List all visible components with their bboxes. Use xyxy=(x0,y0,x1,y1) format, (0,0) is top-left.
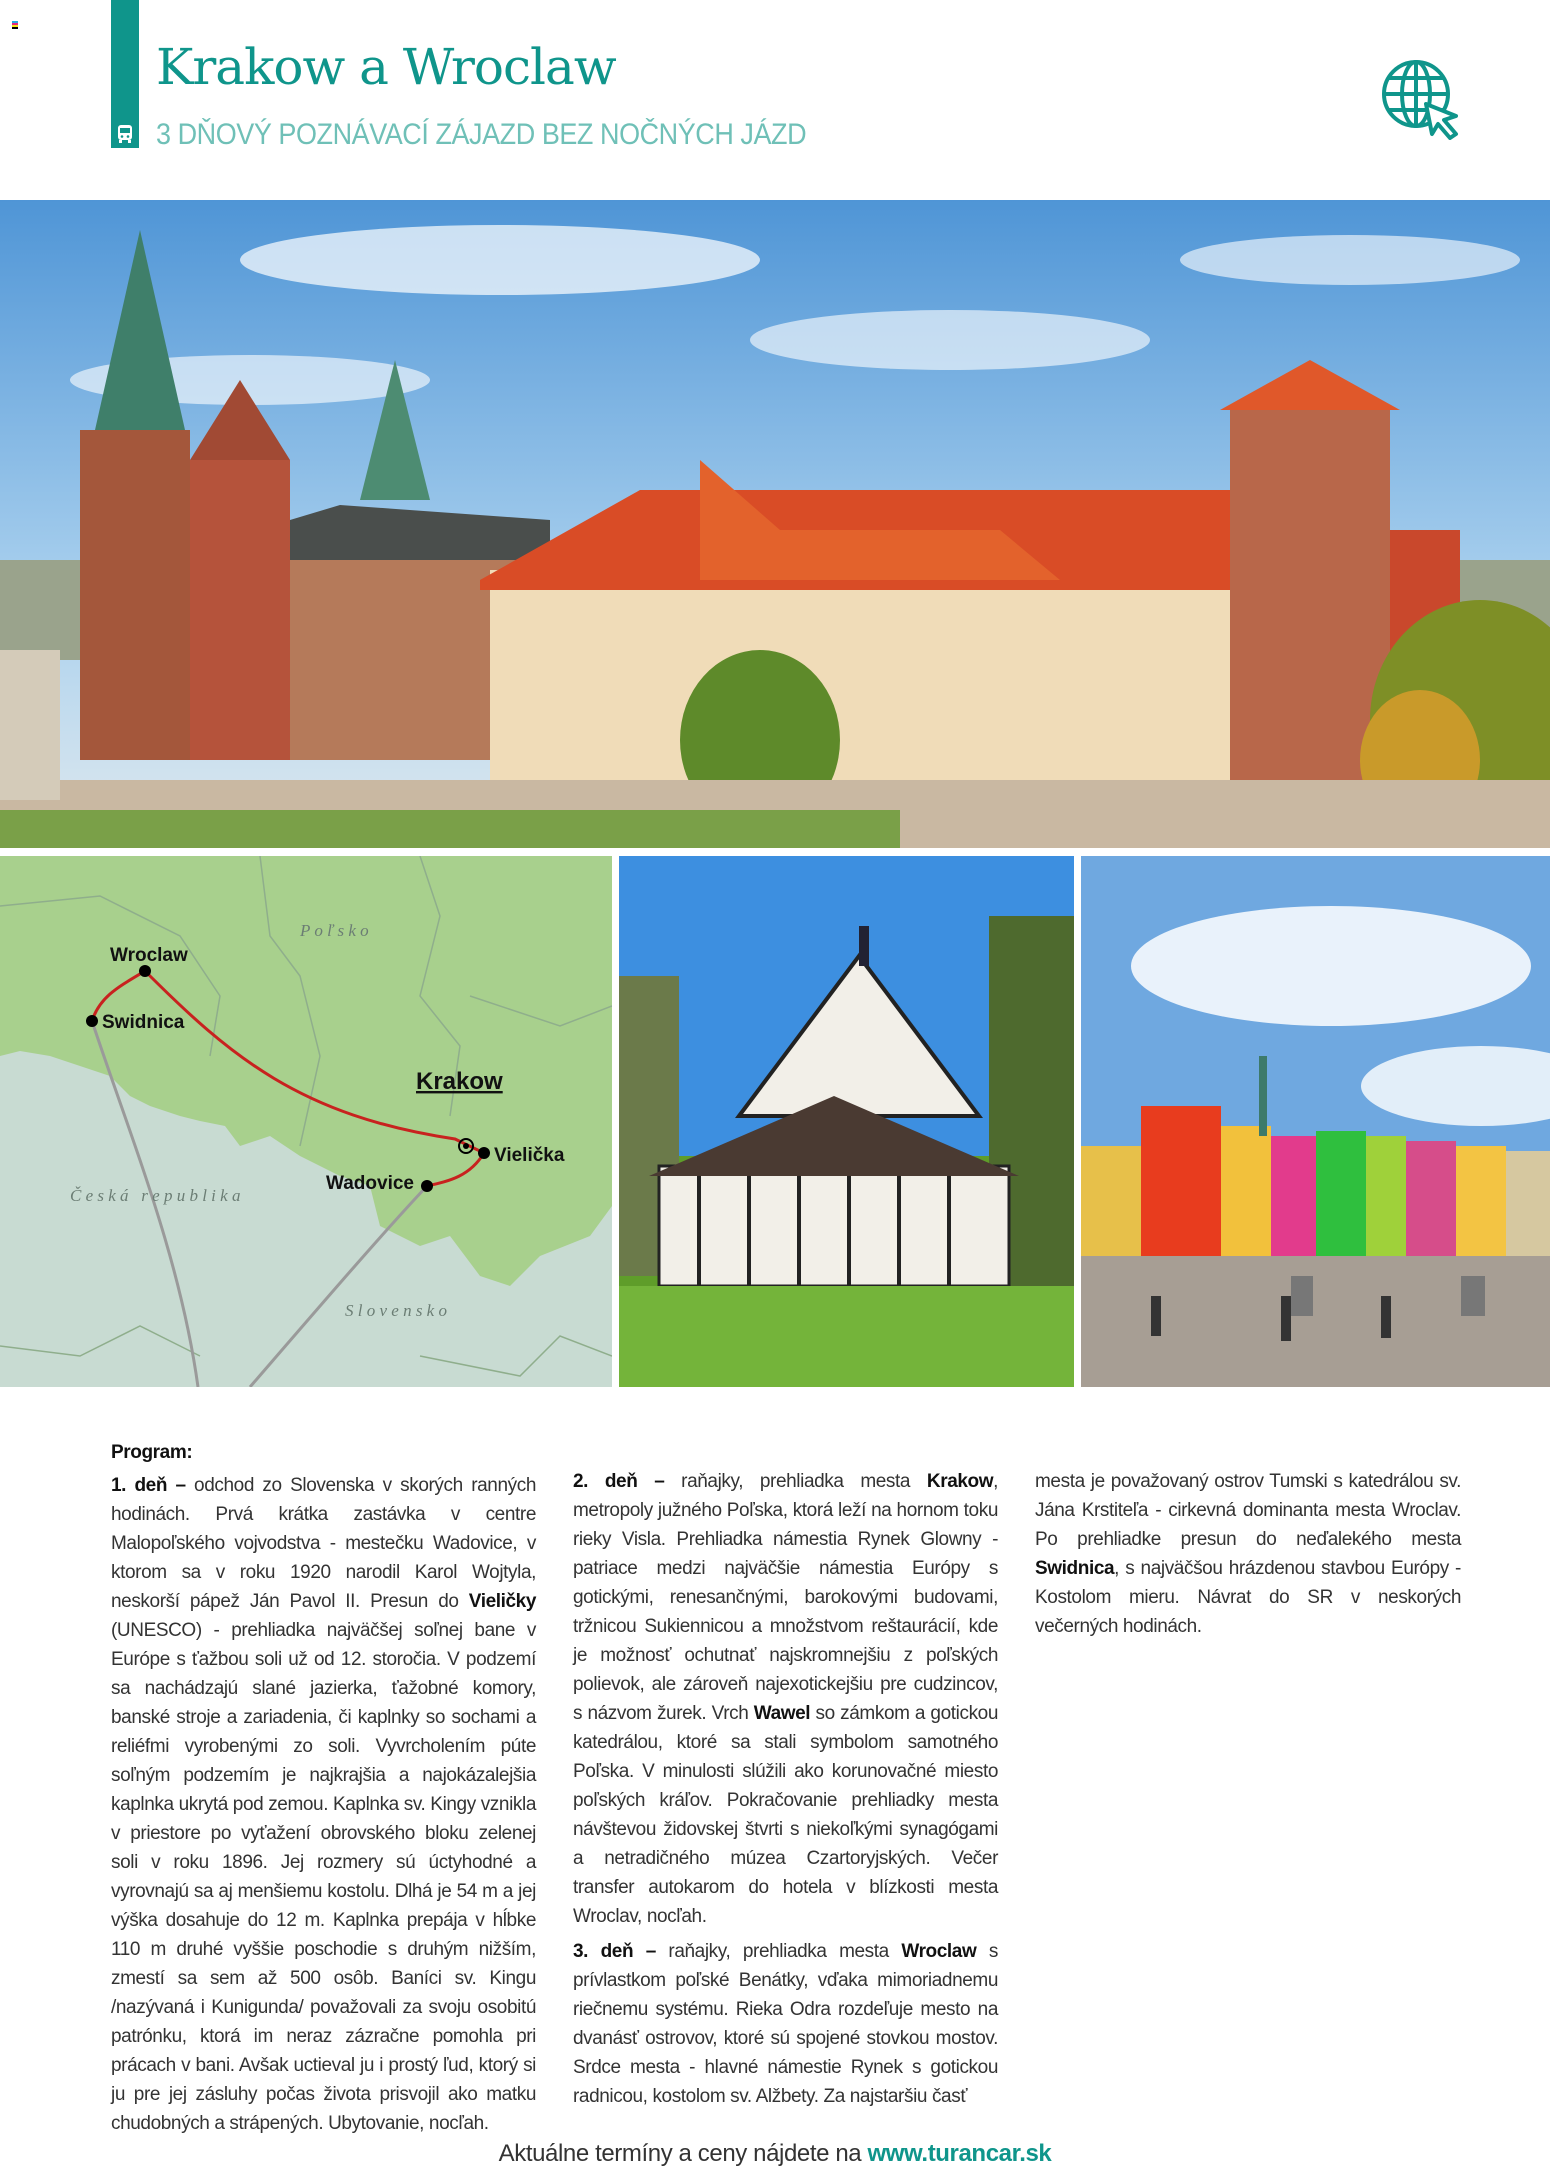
footer xyxy=(0,2140,1550,2168)
program-column-1 xyxy=(111,1438,536,2144)
city-label: Vielička xyxy=(494,1145,565,1166)
page-subtitle: 3 DŇOVÝ POZNÁVACÍ ZÁJAZD BEZ NOČNÝCH JÁZD xyxy=(156,118,807,151)
city-label: Swidnica xyxy=(102,1012,185,1033)
body-text: , metropoly južného Poľska, ktorá leží na hornom toku rieky Visla. Prehliadka námestia Rynek Glowny - patriace medzi najväčšie námestia Európy s gotickými, renesančnými, barokovými budovami, tržnicou Sukiennicou a množstvom reštaurácií, kde je možnosť ochutnať najskromnejšiu z poľských polievok, ale zároveň najexotickejšiu pre cudzincov, s názvom žurek. Vrch xyxy=(573,1471,998,1724)
body-text: so zámkom a gotickou katedrálou, ktoré sa stali symbolom samotného Poľska. V minulosti slúžili ako korunovačné miesto poľských kráľov. Pokračovanie prehliadky mesta návštevou židovskej štvrti s niekoľkými synagógami a netradičného múzea Czartoryjských. Večer transfer autokarom do hotela v blízkosti mesta Wroclav, nocľah. xyxy=(573,1703,998,1927)
program-paragraph xyxy=(111,1471,536,2138)
city-label: Krakow xyxy=(416,1068,503,1095)
body-text: mesta je považovaný ostrov Tumski s katedrálou sv. Jána Krstiteľa - cirkevná dominanta mesta Wroclav. Po prehliadke presun do neďalekého mesta xyxy=(1035,1471,1461,1550)
bold-text: Vieličky xyxy=(468,1591,536,1612)
page-title: Krakow a Wroclaw xyxy=(156,38,616,96)
program-column-2 xyxy=(573,1467,998,2117)
program-paragraph xyxy=(1035,1467,1461,1641)
print-color-mark xyxy=(12,21,18,29)
footer-text: Aktuálne termíny a ceny nájdete na xyxy=(498,2140,868,2167)
country-label: P o ľ s k o xyxy=(300,921,369,940)
city-label: Wroclaw xyxy=(110,945,188,966)
country-label: S l o v e n s k o xyxy=(345,1301,447,1320)
bold-text: 1. deň – xyxy=(111,1475,186,1496)
bold-text: Wroclaw xyxy=(901,1941,977,1962)
globe-cursor-icon[interactable] xyxy=(1380,58,1462,140)
bold-text: 2. deň – xyxy=(573,1471,665,1492)
route-map xyxy=(0,856,612,1387)
body-text: s prívlastkom poľské Benátky, vďaka mimoriadnemu riečnemu systému. Rieka Odra rozdeľuje mesto na dvanásť ostrovov, ktoré sú spojené stovkou mostov. Srdce mesta - hlavné námestie Rynek s gotickou radnicou, kostolom sv. Alžbety. Za najstaršiu časť xyxy=(573,1941,998,2107)
bold-text: Swidnica xyxy=(1035,1558,1115,1579)
bold-text: 3. deň – xyxy=(573,1941,656,1962)
bold-text: Wawel xyxy=(753,1703,811,1724)
country-label: Č e s k á r e p u b l i k a xyxy=(70,1186,241,1205)
wawel-castle-photo xyxy=(0,200,1550,848)
body-text: (UNESCO) - prehliadka najväčšej soľnej bane v Európe s ťažbou soli už od 12. storočia. V podzemí sa nachádzajú slané jazierka, ťažobné komory, banské stroje a zariadenia, či kaplnky so sochami a reliéfmi vyrobenými zo soli. Vyvrcholením púte soľným podzemím je najkrajšia a najokázalejšia kaplnka ukrytá pod zemou. Kaplnka sv. Kingy vznikla v priestore po vyťažení obrovského bloku zelenej soli v roku 1896. Jej rozmery sú úctyhodné a vyrovnajú sa aj menšiemu kostolu. Dlhá je 54 m a jej výška dosahuje do 12 m. Kaplnka prepája v hĺbke 110 m druhé vyššie poschodie s druhým nižším, zmestí sa sem až 500 osôb. Baníci sv. Kingu /nazývaná i Kunigunda/ považovali za svoju osobitú patrónku, ktorá im neraz zázračne pomohla pri prácach v bani. Avšak uctieval ju i prostý ľud, ktorý si ju pre jej zásluhy počas života prisvojil ako matku chudobných a strápených. Ubytovanie, nocľah. xyxy=(111,1620,536,2134)
program-column-3 xyxy=(1035,1467,1461,1647)
wroclaw-square-photo xyxy=(1081,856,1550,1387)
city-label: Wadovice xyxy=(326,1173,414,1194)
program-paragraph xyxy=(573,1467,998,1931)
website-link[interactable]: www.turancar.sk xyxy=(867,2140,1052,2167)
program-paragraph xyxy=(573,1937,998,2111)
body-text: raňajky, prehliadka mesta xyxy=(664,1471,927,1492)
body-text: odchod zo Slovenska v skorých ranných hodinách. Prvá krátka zastávka v centre Malopoľského vojvodstva - mestečku Wadovice, v ktorom sa v roku 1920 narodil Karol Wojtyla, neskorší pápež Ján Pavol II. Presun do xyxy=(111,1475,536,1612)
program-heading: Program: xyxy=(111,1442,193,1463)
bold-text: Krakow xyxy=(926,1471,994,1492)
body-text: raňajky, prehliadka mesta xyxy=(655,1941,902,1962)
peace-church-photo xyxy=(619,856,1074,1387)
body-text: , s najväčšou hrázdenou stavbou Európy - Kostolom mieru. Návrat do SR v neskorých večerných hodinách. xyxy=(1035,1558,1461,1637)
bus-icon xyxy=(114,123,136,145)
